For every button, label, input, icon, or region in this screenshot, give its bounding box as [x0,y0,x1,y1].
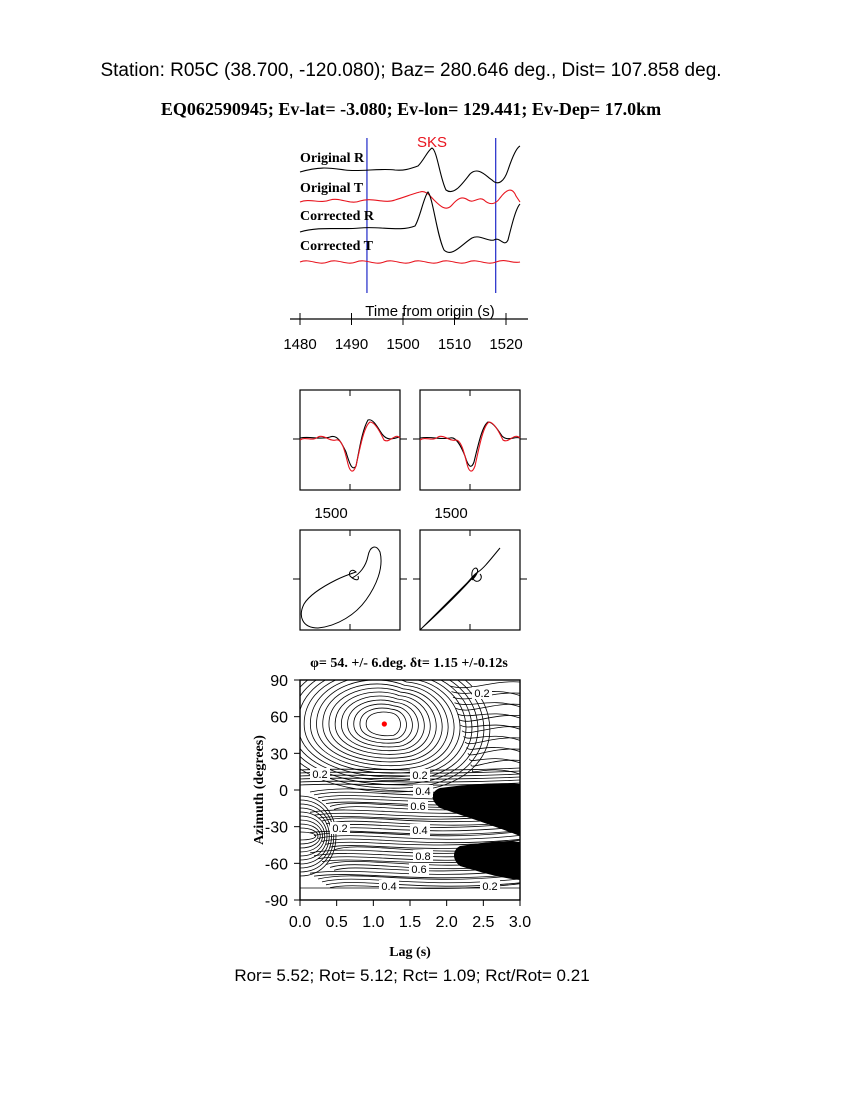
contour-line [300,828,318,844]
grid-y-tick-label: -90 [264,893,288,910]
contour-line [468,749,520,755]
contour-line [462,727,520,733]
contour-line [292,664,472,781]
contour-label: 0.4 [415,786,431,798]
grid-y-tick-label: -60 [264,856,288,874]
event-line: EQ062590945; Ev-lat= -3.080; Ev-lon= 129.441; Ev-Dep= 17.0km [160,99,662,119]
contour-label: 0.2 [482,881,498,893]
grid-search-panel [252,652,531,960]
contour-line [273,652,490,792]
grid-x-tick-label: 1.5 [398,914,422,931]
contour-line [455,703,521,707]
grid-y-tick-label: 30 [270,746,288,764]
contour-line [456,704,520,710]
particle-motion-original [301,547,381,628]
label-corrected-t: Corrected T [300,239,373,254]
grid-y-tick-label: 0 [279,783,288,800]
grid-search-y-label: Azimuth (degrees) [252,735,267,845]
grid-y-tick-label: 60 [270,709,288,727]
grid-x-tick-label: 0.0 [288,914,312,931]
grid-search-y-ticks [265,673,300,910]
contour-line [300,820,323,852]
trace-corrected-t [300,261,520,264]
contour-label: 0.6 [411,864,427,876]
contour-line [465,738,520,744]
station-line: Station: R05C (38.700, -120.080); Baz= 280.646 deg., Dist= 107.858 deg. [100,60,722,81]
contour-label: 0.2 [474,688,490,700]
trace-panel [283,134,528,353]
phase-label: SKS [416,134,448,151]
contour-label: 0.8 [415,851,431,863]
grid-search-x-ticks [289,900,531,931]
particle-panel-ticks [293,530,527,630]
waveform-right-red [420,422,520,471]
grid-x-tick-label: 3.0 [508,914,532,931]
label-original-t: Original T [300,181,364,196]
waveform-panel-ticks [293,390,527,490]
grid-y-tick-label: 90 [270,673,288,690]
particle-motion-corrected [420,548,500,630]
waveform-right-x-tick: 1500 [434,505,468,522]
contour-label: 0.2 [332,823,348,835]
grid-x-tick-label: 1.0 [362,914,385,931]
label-original-r: Original R [300,151,365,166]
grid-y-tick-label: -30 [264,819,288,837]
particle-motion-panels [293,530,527,630]
contour-label: 0.2 [312,769,328,781]
grid-search-title: φ= 54. +/- 6.deg. δt= 1.15 +/-0.12s [310,656,508,671]
contour-label: 0.4 [381,881,397,893]
grid-search-x-label: Lag (s) [389,945,431,960]
best-fit-point [382,721,387,726]
grid-x-tick-label: 2.0 [435,914,458,931]
particle-panel-left [300,530,400,630]
waveform-left-x-tick: 1500 [314,505,348,522]
contour-dense-region [433,783,521,836]
trace-x-tick-label: 1500 [386,336,420,353]
contour-line [300,824,320,848]
contour-label: 0.2 [412,770,428,782]
contour-label: 0.6 [410,801,426,813]
waveform-right-black [420,422,520,466]
trace-x-tick-label: 1510 [437,336,472,353]
waveform-panel-right [420,390,520,490]
ratio-footer: Ror= 5.52; Rot= 5.12; Rct= 1.09; Rct/Rot= 0.21 [234,966,590,985]
waveform-panels [293,390,527,522]
contour-line [300,832,316,840]
trace-x-label: Time from origin (s) [365,303,495,320]
grid-x-tick-label: 2.5 [472,914,495,931]
grid-x-tick-label: 0.5 [325,914,348,931]
trace-x-tick-label: 1520 [489,336,523,353]
label-corrected-r: Corrected R [300,209,374,224]
trace-x-tick-label: 1490 [334,336,369,353]
trace-x-tick-label: 1480 [283,336,317,353]
contour-label: 0.4 [412,825,428,837]
waveform-left-black [300,420,400,468]
